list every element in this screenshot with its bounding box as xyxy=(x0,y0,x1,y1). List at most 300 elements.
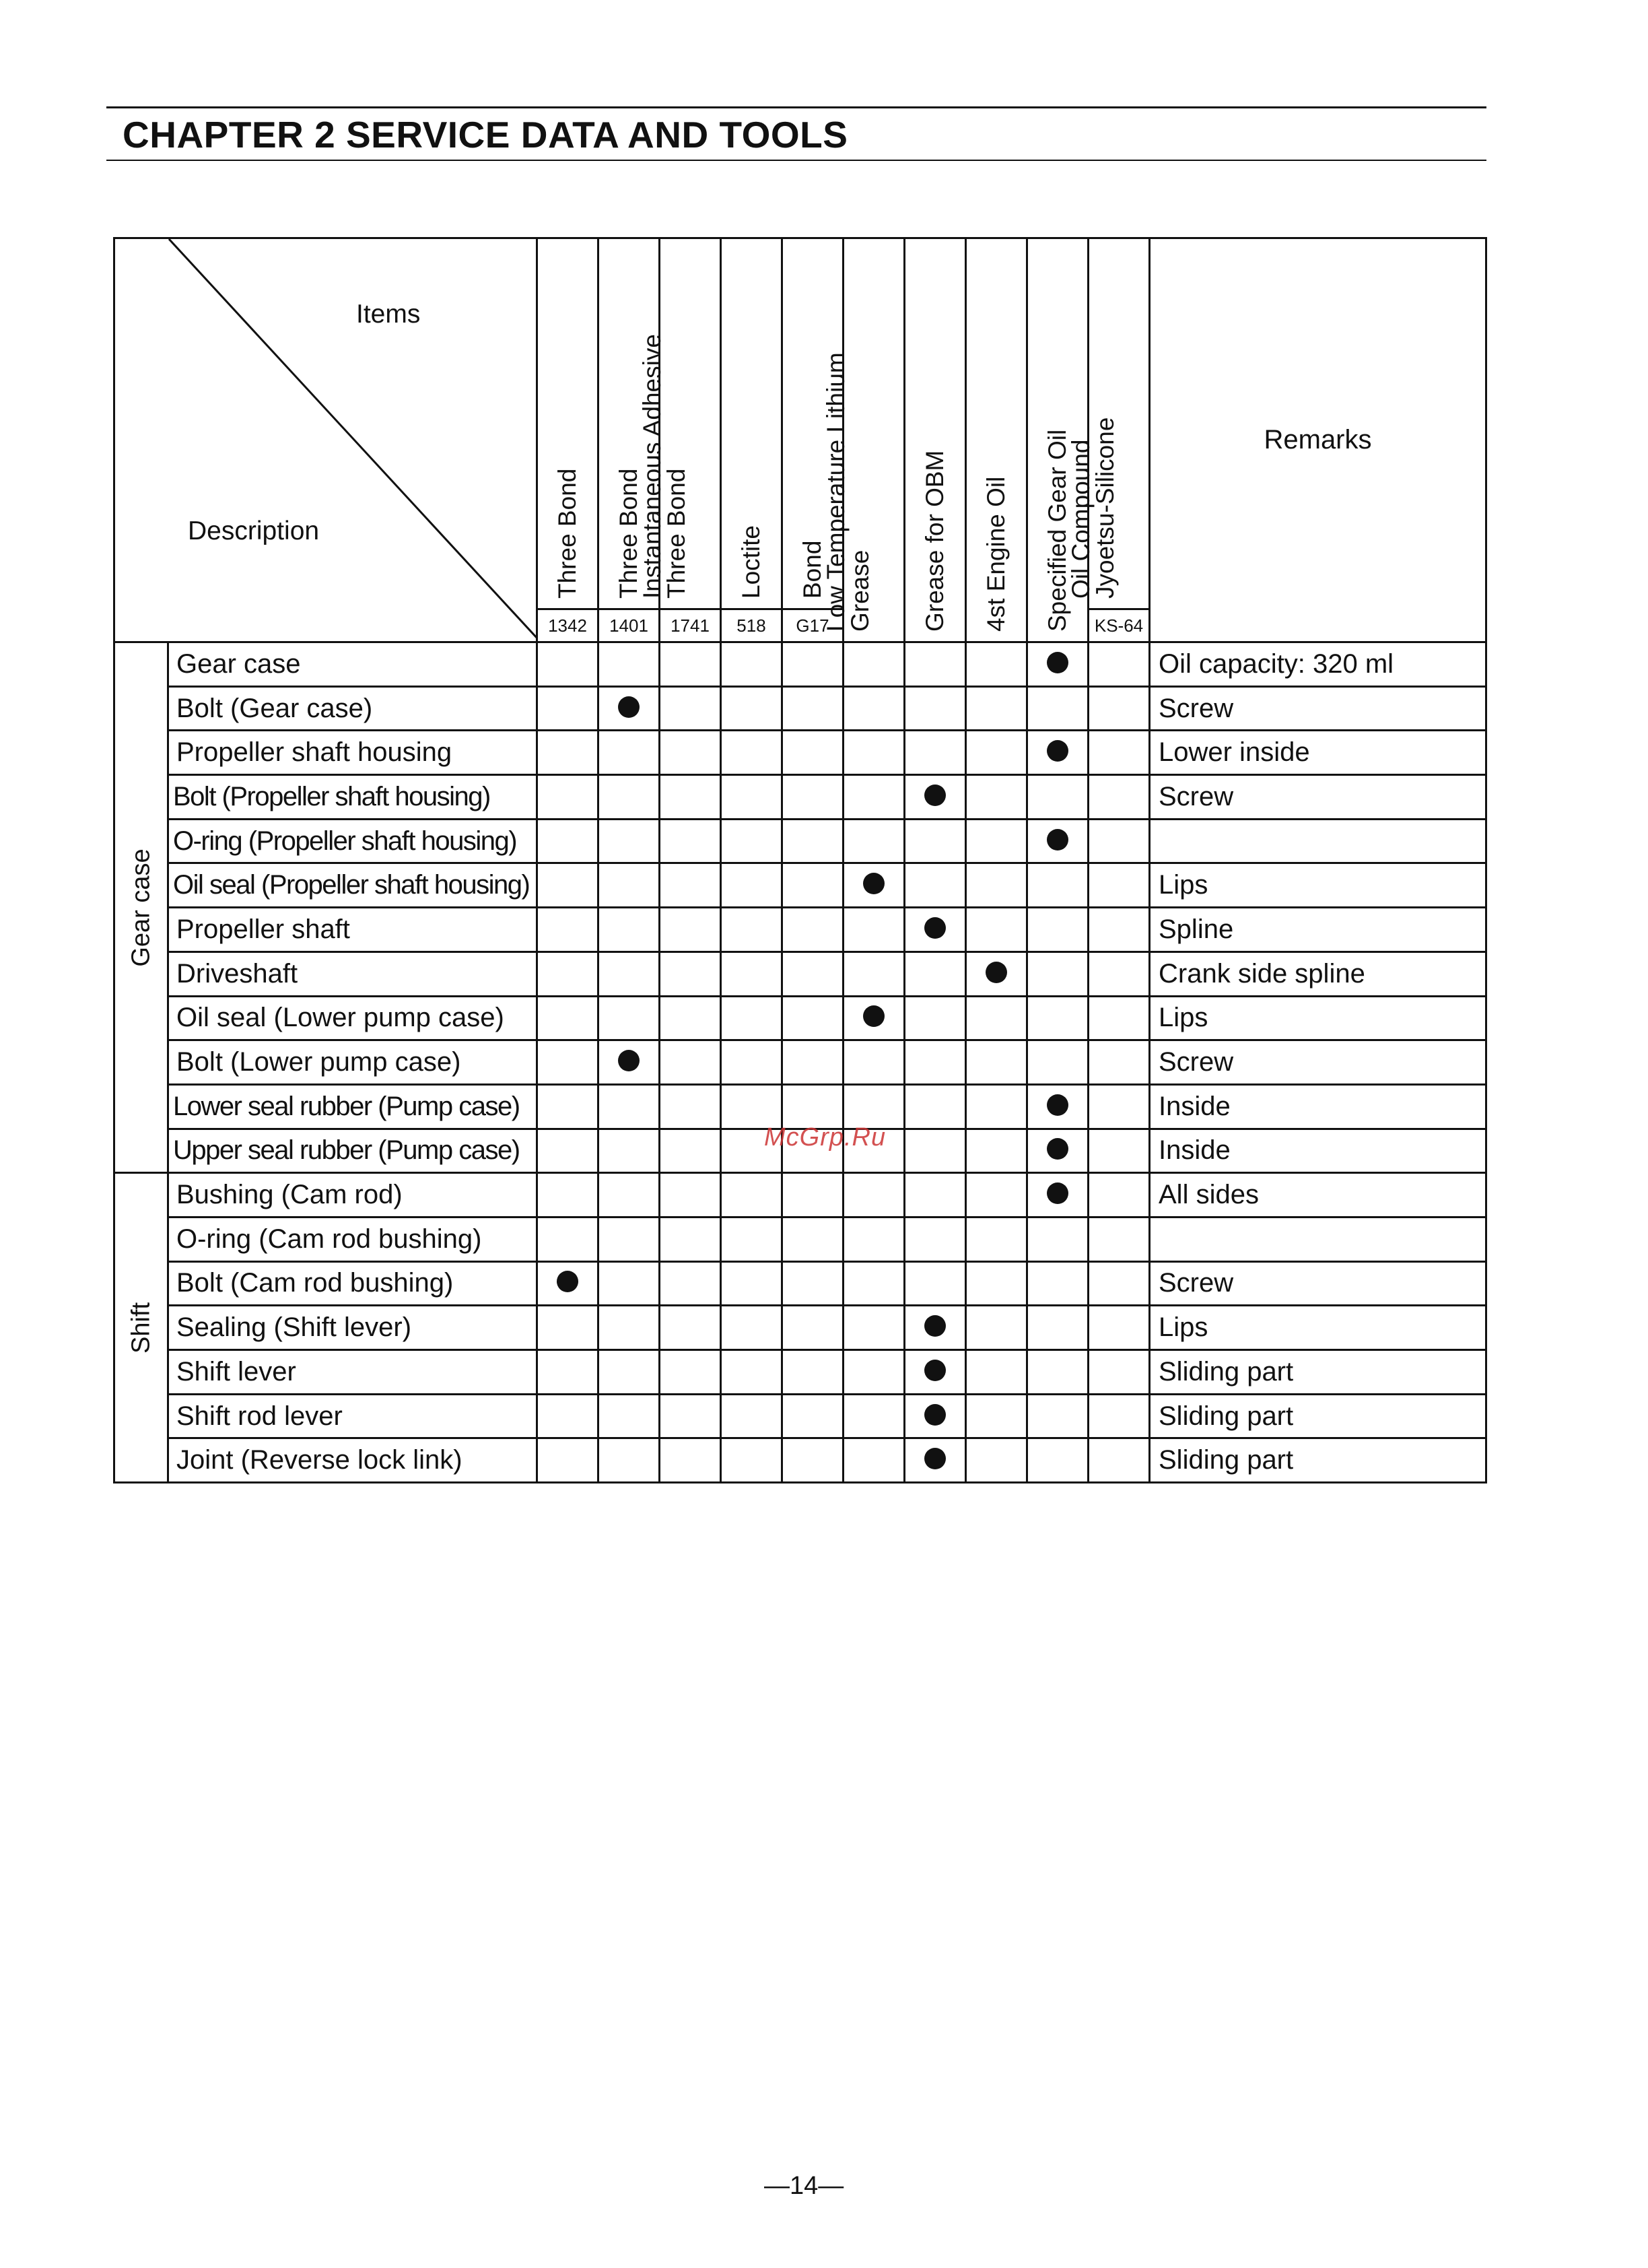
mark-cell xyxy=(905,1306,966,1350)
service-data-table-container xyxy=(113,237,1487,1483)
row-description: Shift lever xyxy=(168,1350,537,1395)
mark-cell xyxy=(1027,1394,1089,1438)
mark-cell xyxy=(1089,1217,1150,1261)
mark-cell xyxy=(598,731,660,775)
table-row xyxy=(114,819,1486,863)
mark-cell xyxy=(1089,775,1150,820)
mark-cell xyxy=(1027,1040,1089,1085)
service-data-table xyxy=(113,237,1487,1483)
mark-cell xyxy=(905,819,966,863)
row-remark: All sides xyxy=(1150,1173,1486,1218)
row-remark: Screw xyxy=(1150,775,1486,820)
row-remark: Crank side spline xyxy=(1150,952,1486,996)
row-description: Bolt (Cam rod bushing) xyxy=(168,1261,537,1306)
column-header-line: Loctite xyxy=(737,525,765,599)
table-row xyxy=(114,1173,1486,1218)
column-header-line: Three Bond xyxy=(553,468,581,599)
mark-cell xyxy=(966,731,1027,775)
mark-cell xyxy=(1089,819,1150,863)
mark-cell xyxy=(598,996,660,1040)
mark-cell xyxy=(721,908,782,952)
table-row xyxy=(114,863,1486,908)
mark-cell xyxy=(537,775,598,820)
mark-cell xyxy=(660,1261,721,1306)
mark-cell xyxy=(782,1306,844,1350)
mark-cell xyxy=(660,1350,721,1395)
mark-cell xyxy=(782,1084,844,1129)
bullet-mark-icon xyxy=(924,917,946,939)
bullet-mark-icon xyxy=(924,1404,946,1426)
column-header-line: Grease xyxy=(846,549,874,632)
row-description: Lower seal rubber (Pump case) xyxy=(168,1084,537,1129)
mark-cell xyxy=(537,819,598,863)
mark-cell xyxy=(1089,1394,1150,1438)
bullet-mark-icon xyxy=(557,1271,578,1292)
mark-cell xyxy=(905,686,966,731)
bullet-mark-icon xyxy=(924,785,946,806)
group-label: Shift xyxy=(127,1302,155,1354)
corner-diagonal-line xyxy=(115,239,538,639)
column-code-0: 1342 xyxy=(537,609,598,642)
row-remark: Lips xyxy=(1150,863,1486,908)
mark-cell xyxy=(782,819,844,863)
mark-cell xyxy=(966,1084,1027,1129)
bullet-mark-icon xyxy=(863,873,885,894)
mark-cell xyxy=(844,1084,905,1129)
items-label: Items xyxy=(356,300,421,329)
table-row xyxy=(114,1261,1486,1306)
mark-cell xyxy=(537,686,598,731)
row-description: Oil seal (Propeller shaft housing) xyxy=(168,863,537,908)
mark-cell xyxy=(660,1306,721,1350)
mark-cell xyxy=(966,863,1027,908)
row-description: Shift rod lever xyxy=(168,1394,537,1438)
mark-cell xyxy=(660,1217,721,1261)
mark-cell xyxy=(1027,686,1089,731)
mark-cell xyxy=(844,1217,905,1261)
mark-cell xyxy=(1027,775,1089,820)
row-description: Joint (Reverse lock link) xyxy=(168,1438,537,1483)
table-row xyxy=(114,1306,1486,1350)
mark-cell xyxy=(721,996,782,1040)
mark-cell xyxy=(598,686,660,731)
mark-cell xyxy=(537,996,598,1040)
mark-cell xyxy=(721,1350,782,1395)
mark-cell xyxy=(905,1261,966,1306)
mark-cell xyxy=(905,731,966,775)
mark-cell xyxy=(1027,1261,1089,1306)
mark-cell xyxy=(905,775,966,820)
column-header-2 xyxy=(638,238,721,609)
mark-cell xyxy=(844,908,905,952)
mark-cell xyxy=(721,1217,782,1261)
table-row xyxy=(114,1350,1486,1395)
mark-cell xyxy=(966,1438,1027,1483)
column-code-4: G17 xyxy=(782,609,844,642)
mark-cell xyxy=(537,1129,598,1173)
mark-cell xyxy=(966,1040,1027,1085)
mark-cell xyxy=(660,908,721,952)
mark-cell xyxy=(660,1129,721,1173)
row-remark xyxy=(1150,819,1486,863)
row-remark: Spline xyxy=(1150,908,1486,952)
mark-cell xyxy=(598,1129,660,1173)
mark-cell xyxy=(598,1217,660,1261)
row-remark: Lips xyxy=(1150,1306,1486,1350)
mark-cell xyxy=(782,1173,844,1218)
group-label-cell xyxy=(114,642,168,1173)
mark-cell xyxy=(721,686,782,731)
mark-cell xyxy=(598,775,660,820)
page-number: —14— xyxy=(764,2172,844,2200)
mark-cell xyxy=(966,952,1027,996)
mark-cell xyxy=(905,1084,966,1129)
mark-cell xyxy=(598,908,660,952)
table-row xyxy=(114,1040,1486,1085)
column-code-3: 518 xyxy=(721,609,782,642)
column-header-line: Three Bond xyxy=(662,468,690,599)
row-description: Driveshaft xyxy=(168,952,537,996)
mark-cell xyxy=(1027,1129,1089,1173)
bullet-mark-icon xyxy=(1047,1138,1068,1160)
mark-cell xyxy=(1027,952,1089,996)
bullet-mark-icon xyxy=(863,1005,885,1027)
mark-cell xyxy=(598,819,660,863)
mark-cell xyxy=(1089,1040,1150,1085)
mark-cell xyxy=(721,731,782,775)
mark-cell xyxy=(905,996,966,1040)
description-label: Description xyxy=(188,516,320,545)
mark-cell xyxy=(537,952,598,996)
mark-cell xyxy=(782,686,844,731)
mark-cell xyxy=(844,775,905,820)
mark-cell xyxy=(844,996,905,1040)
mark-cell xyxy=(721,819,782,863)
column-header-line: Instantaneous Adhesive xyxy=(638,334,666,599)
row-remark: Inside xyxy=(1150,1129,1486,1173)
row-description: Bushing (Cam rod) xyxy=(168,1173,537,1218)
mark-cell xyxy=(1089,686,1150,731)
row-description: Bolt (Gear case) xyxy=(168,686,537,731)
table-row xyxy=(114,731,1486,775)
row-description: O-ring (Cam rod bushing) xyxy=(168,1217,537,1261)
mark-cell xyxy=(782,1350,844,1395)
column-code-2: 1741 xyxy=(660,609,721,642)
mark-cell xyxy=(966,1217,1027,1261)
mark-cell xyxy=(1027,1350,1089,1395)
table-row xyxy=(114,908,1486,952)
table-corner-header xyxy=(114,238,537,642)
mark-cell xyxy=(905,1173,966,1218)
bullet-mark-icon xyxy=(1047,652,1068,673)
mark-cell xyxy=(905,642,966,687)
table-row xyxy=(114,1438,1486,1483)
mark-cell xyxy=(1089,642,1150,687)
mark-cell xyxy=(721,1040,782,1085)
column-header-0 xyxy=(537,238,598,609)
mark-cell xyxy=(844,1040,905,1085)
mark-cell xyxy=(721,1173,782,1218)
mark-cell xyxy=(782,908,844,952)
column-header-line: Grease for OBM xyxy=(921,450,949,632)
row-description: Sealing (Shift lever) xyxy=(168,1306,537,1350)
row-description: Gear case xyxy=(168,642,537,687)
mark-cell xyxy=(905,1350,966,1395)
mark-cell xyxy=(537,1261,598,1306)
row-remark: Sliding part xyxy=(1150,1394,1486,1438)
remarks-header: Remarks xyxy=(1150,238,1486,642)
mark-cell xyxy=(1089,1084,1150,1129)
mark-cell xyxy=(1027,819,1089,863)
row-description: Upper seal rubber (Pump case) xyxy=(168,1129,537,1173)
mark-cell xyxy=(782,1217,844,1261)
mark-cell xyxy=(1089,908,1150,952)
table-row xyxy=(114,1084,1486,1129)
mark-cell xyxy=(598,1261,660,1306)
row-remark: Screw xyxy=(1150,1261,1486,1306)
mark-cell xyxy=(598,642,660,687)
row-remark: Screw xyxy=(1150,686,1486,731)
row-description: Bolt (Propeller shaft housing) xyxy=(168,775,537,820)
mark-cell xyxy=(844,1306,905,1350)
mark-cell xyxy=(721,1084,782,1129)
mark-cell xyxy=(1089,1438,1150,1483)
bullet-mark-icon xyxy=(1047,740,1068,762)
bullet-mark-icon xyxy=(1047,1182,1068,1204)
mark-cell xyxy=(537,1173,598,1218)
mark-cell xyxy=(782,731,844,775)
mark-cell xyxy=(1089,1350,1150,1395)
mark-cell xyxy=(1027,642,1089,687)
mark-cell xyxy=(844,1394,905,1438)
column-header-6 xyxy=(905,238,966,642)
mark-cell xyxy=(782,642,844,687)
mark-cell xyxy=(1089,1261,1150,1306)
mark-cell xyxy=(598,1306,660,1350)
mark-cell xyxy=(1027,1173,1089,1218)
top-rule xyxy=(106,106,1486,108)
mark-cell xyxy=(537,1306,598,1350)
column-header-7 xyxy=(966,238,1027,642)
mark-cell xyxy=(721,863,782,908)
column-header-line: Oil Compound xyxy=(1067,439,1095,599)
column-header-line: Jyoetsu-Silicone xyxy=(1091,417,1119,599)
mark-cell xyxy=(844,819,905,863)
mark-cell xyxy=(905,1394,966,1438)
mark-cell xyxy=(1089,731,1150,775)
table-row xyxy=(114,952,1486,996)
bullet-mark-icon xyxy=(924,1360,946,1381)
mark-cell xyxy=(1027,908,1089,952)
row-remark: Screw xyxy=(1150,1040,1486,1085)
bullet-mark-icon xyxy=(618,1050,640,1071)
bullet-mark-icon xyxy=(1047,1094,1068,1116)
mark-cell xyxy=(1089,952,1150,996)
mark-cell xyxy=(660,1040,721,1085)
column-code-1: 1401 xyxy=(598,609,660,642)
mark-cell xyxy=(1089,996,1150,1040)
mark-cell xyxy=(966,1173,1027,1218)
mark-cell xyxy=(1027,1306,1089,1350)
mark-cell xyxy=(1089,863,1150,908)
mark-cell xyxy=(598,1394,660,1438)
mark-cell xyxy=(1027,1217,1089,1261)
bullet-mark-icon xyxy=(1047,829,1068,850)
mark-cell xyxy=(905,1040,966,1085)
mark-cell xyxy=(721,952,782,996)
mark-cell xyxy=(660,775,721,820)
mark-cell xyxy=(782,863,844,908)
table-row xyxy=(114,1394,1486,1438)
mark-cell xyxy=(660,642,721,687)
mark-cell xyxy=(721,775,782,820)
row-description: Propeller shaft housing xyxy=(168,731,537,775)
mark-cell xyxy=(844,1438,905,1483)
mark-cell xyxy=(1027,996,1089,1040)
mark-cell xyxy=(598,1350,660,1395)
mark-cell xyxy=(537,1394,598,1438)
mark-cell xyxy=(782,1261,844,1306)
column-header-line: Three Bond xyxy=(615,468,642,599)
row-description: Oil seal (Lower pump case) xyxy=(168,996,537,1040)
bullet-mark-icon xyxy=(618,696,640,718)
mark-cell xyxy=(782,1394,844,1438)
mark-cell xyxy=(844,952,905,996)
table-row xyxy=(114,1217,1486,1261)
row-remark: Lips xyxy=(1150,996,1486,1040)
mark-cell xyxy=(598,1173,660,1218)
mark-cell xyxy=(660,819,721,863)
column-header-3 xyxy=(721,238,782,609)
column-header-line: Specified Gear Oil xyxy=(1043,429,1071,632)
row-remark: Sliding part xyxy=(1150,1350,1486,1395)
mark-cell xyxy=(660,1173,721,1218)
mark-cell xyxy=(598,1438,660,1483)
mark-cell xyxy=(660,731,721,775)
mark-cell xyxy=(721,1306,782,1350)
mark-cell xyxy=(537,1350,598,1395)
mark-cell xyxy=(844,1350,905,1395)
mark-cell xyxy=(660,1394,721,1438)
mark-cell xyxy=(1027,1084,1089,1129)
mark-cell xyxy=(537,1438,598,1483)
mark-cell xyxy=(660,1438,721,1483)
mark-cell xyxy=(966,819,1027,863)
mark-cell xyxy=(905,1129,966,1173)
bullet-mark-icon xyxy=(924,1315,946,1337)
mark-cell xyxy=(721,642,782,687)
mark-cell xyxy=(1027,731,1089,775)
table-row xyxy=(114,686,1486,731)
row-remark xyxy=(1150,1217,1486,1261)
mark-cell xyxy=(844,731,905,775)
chapter-title: CHAPTER 2 SERVICE DATA AND TOOLS xyxy=(123,114,848,156)
mark-cell xyxy=(782,1438,844,1483)
column-header-line: Low Temperature Lithium xyxy=(822,352,850,632)
mark-cell xyxy=(966,642,1027,687)
mark-cell xyxy=(721,1438,782,1483)
mark-cell xyxy=(537,1084,598,1129)
mark-cell xyxy=(598,1040,660,1085)
group-label: Gear case xyxy=(127,848,155,967)
row-remark: Oil capacity: 320 ml xyxy=(1150,642,1486,687)
bullet-mark-icon xyxy=(986,962,1007,983)
mark-cell xyxy=(1027,1438,1089,1483)
mark-cell xyxy=(966,1350,1027,1395)
mark-cell xyxy=(660,1084,721,1129)
mark-cell xyxy=(844,686,905,731)
row-remark: Inside xyxy=(1150,1084,1486,1129)
mark-cell xyxy=(844,1261,905,1306)
mark-cell xyxy=(844,863,905,908)
column-header-5 xyxy=(822,238,905,642)
mark-cell xyxy=(1089,1306,1150,1350)
mark-cell xyxy=(905,1438,966,1483)
mark-cell xyxy=(721,1261,782,1306)
mark-cell xyxy=(844,1173,905,1218)
mark-cell xyxy=(966,686,1027,731)
watermark: McGrp.Ru xyxy=(764,1123,887,1152)
mark-cell xyxy=(905,1217,966,1261)
mark-cell xyxy=(905,952,966,996)
column-header-line: 4st Engine Oil xyxy=(982,476,1010,632)
mark-cell xyxy=(721,1394,782,1438)
column-header-line: Bond xyxy=(798,540,826,599)
row-description: Propeller shaft xyxy=(168,908,537,952)
mark-cell xyxy=(966,1261,1027,1306)
row-remark: Sliding part xyxy=(1150,1438,1486,1483)
mark-cell xyxy=(782,775,844,820)
mark-cell xyxy=(1089,1129,1150,1173)
mark-cell xyxy=(844,642,905,687)
table-row xyxy=(114,642,1486,687)
mark-cell xyxy=(660,996,721,1040)
mark-cell xyxy=(966,775,1027,820)
mark-cell xyxy=(782,952,844,996)
table-row xyxy=(114,996,1486,1040)
column-header-9 xyxy=(1067,238,1150,609)
table-row xyxy=(114,775,1486,820)
row-description: O-ring (Propeller shaft housing) xyxy=(168,819,537,863)
mark-cell xyxy=(598,863,660,908)
mark-cell xyxy=(537,1040,598,1085)
mark-cell xyxy=(660,686,721,731)
mark-cell xyxy=(782,996,844,1040)
mark-cell xyxy=(966,1306,1027,1350)
mark-cell xyxy=(537,863,598,908)
mark-cell xyxy=(598,952,660,996)
mark-cell xyxy=(966,996,1027,1040)
mark-cell xyxy=(782,1040,844,1085)
column-code-9: KS-64 xyxy=(1089,609,1150,642)
mark-cell xyxy=(660,863,721,908)
mark-cell xyxy=(537,731,598,775)
mark-cell xyxy=(537,908,598,952)
row-description: Bolt (Lower pump case) xyxy=(168,1040,537,1085)
mark-cell xyxy=(905,908,966,952)
mark-cell xyxy=(537,642,598,687)
mark-cell xyxy=(966,1129,1027,1173)
mark-cell xyxy=(598,1084,660,1129)
row-remark: Lower inside xyxy=(1150,731,1486,775)
mark-cell xyxy=(660,952,721,996)
mark-cell xyxy=(966,908,1027,952)
bullet-mark-icon xyxy=(924,1448,946,1469)
mark-cell xyxy=(1027,863,1089,908)
title-underline xyxy=(106,160,1486,161)
group-label-cell xyxy=(114,1173,168,1483)
mark-cell xyxy=(1089,1173,1150,1218)
